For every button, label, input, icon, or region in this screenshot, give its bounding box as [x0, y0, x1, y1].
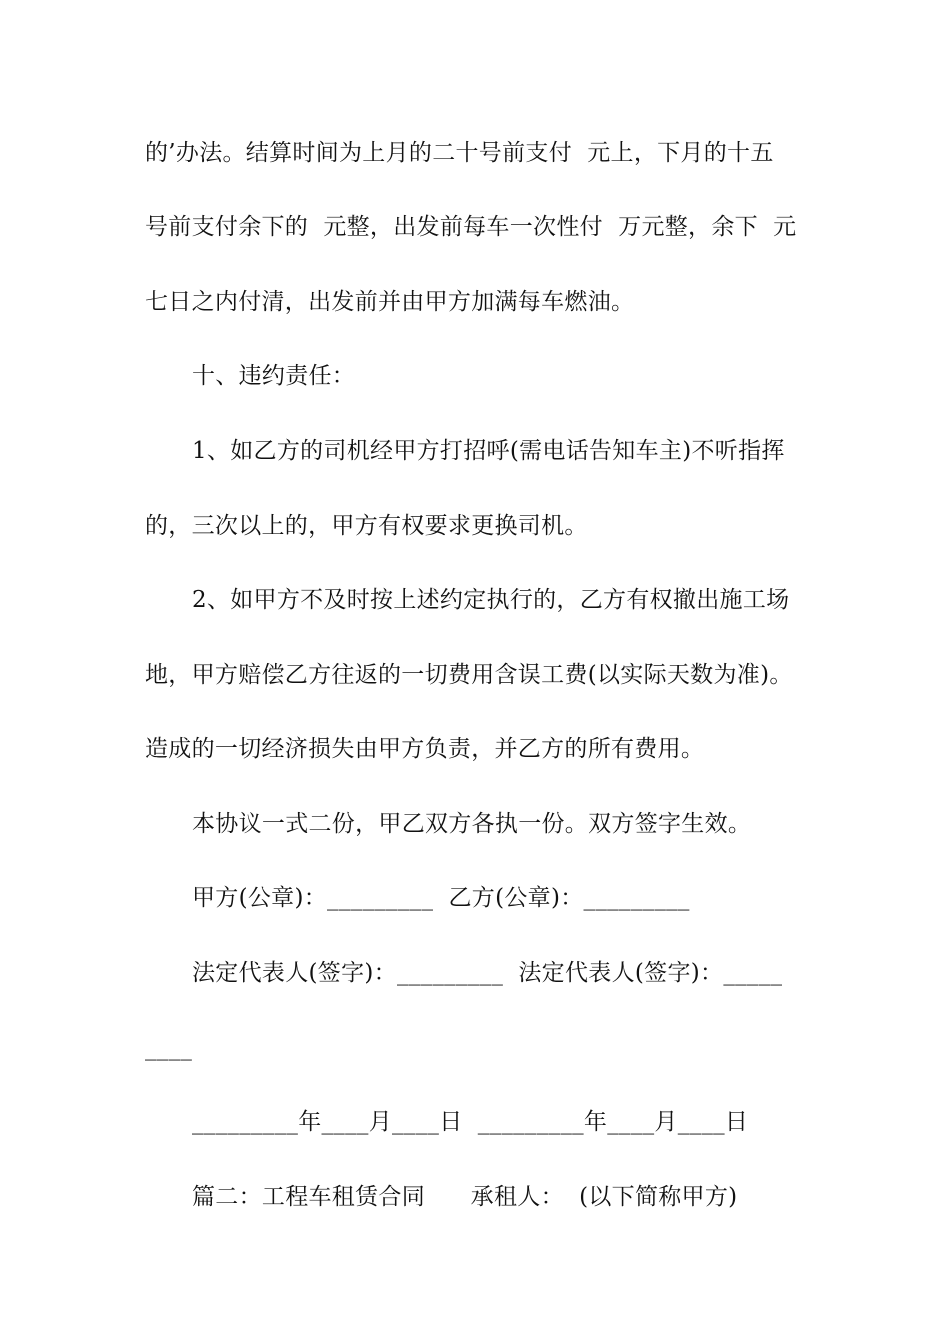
section-title: 篇二：工程车租赁合同 承租人： (以下简称甲方): [192, 1184, 738, 1210]
signature-line-representative: 法定代表人(签字)：_________ 法定代表人(签字)：_____: [192, 960, 783, 986]
text-line: 造成的一切经济损失由甲方负责，并乙方的所有费用。: [145, 736, 705, 762]
signature-line-continuation: ____: [145, 1035, 193, 1061]
section-heading: 十、违约责任：: [192, 363, 356, 389]
signature-line-seal: 甲方(公章)：_________ 乙方(公章)：_________: [192, 885, 690, 911]
date-line: _________年____月____日 _________年____月____日: [192, 1109, 749, 1135]
text-line: 的，三次以上的，甲方有权要求更换司机。: [145, 513, 588, 539]
text-line: 七日之内付清，出发前并由甲方加满每车燃油。: [145, 289, 635, 315]
text-line: 号前支付余下的 元整，出发前每车一次性付 万元整，余下 元: [145, 214, 797, 240]
text-line: 2、如甲方不及时按上述约定执行的，乙方有权撤出施工场: [192, 587, 790, 613]
text-line: 的’办法。结算时间为上月的二十号前支付 元上，下月的十五: [145, 140, 774, 166]
text-line: 地，甲方赔偿乙方往返的一切费用含误工费(以实际天数为准)。: [145, 662, 793, 688]
text-line: 1、如乙方的司机经甲方打招呼(需电话告知车主)不听指挥: [192, 438, 785, 464]
text-line: 本协议一式二份，甲乙双方各执一份。双方签字生效。: [192, 811, 752, 837]
